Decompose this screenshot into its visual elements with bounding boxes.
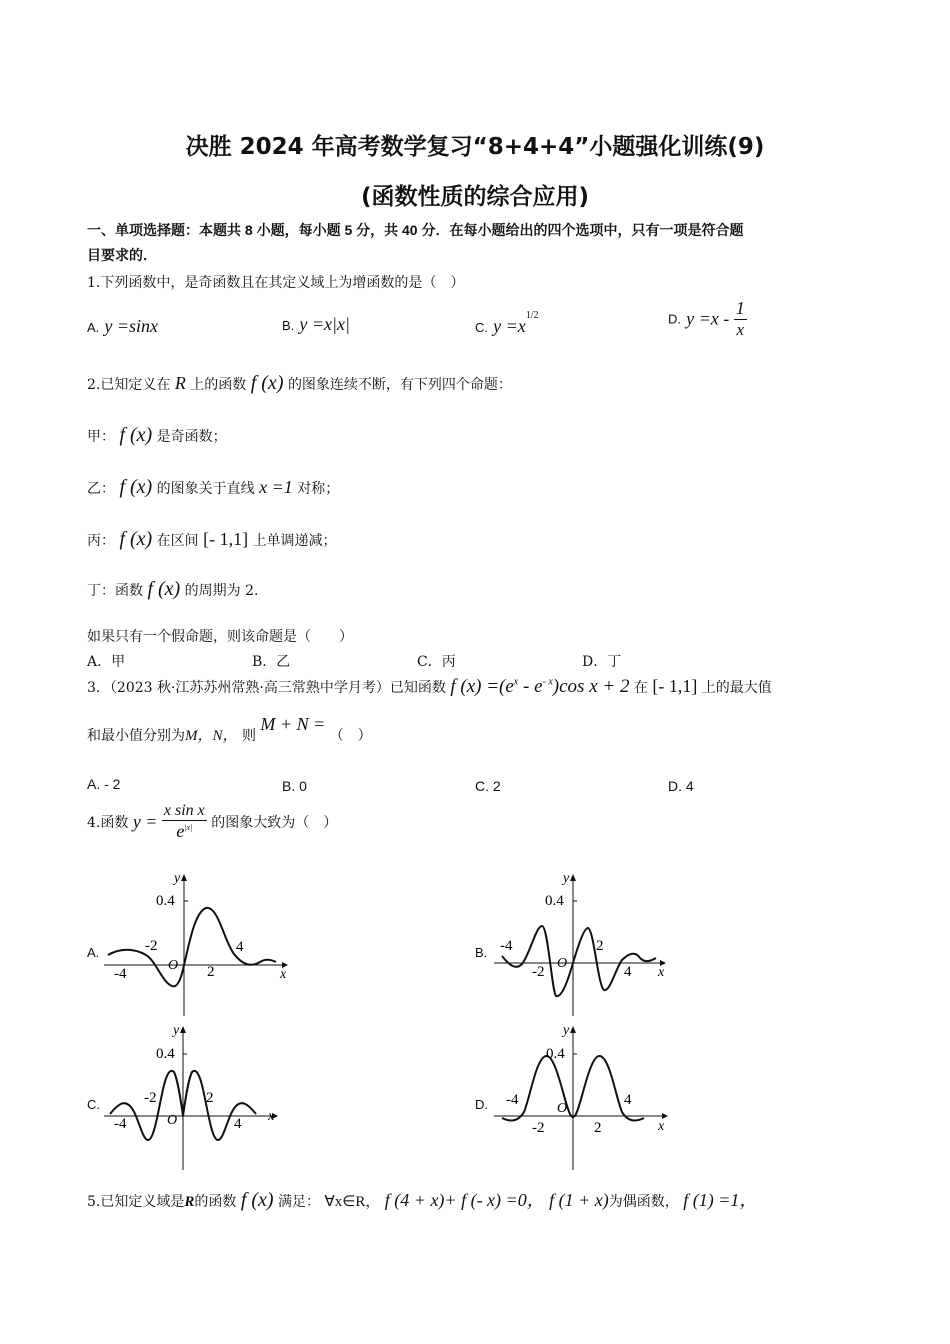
q2-proposition-jia: 甲： f (x) 是奇函数； (87, 424, 227, 446)
q2-proposition-bing: 丙： f (x) 在区间 [- 1,1] 上单调递减； (87, 528, 337, 550)
q3-stem-cont: 和最小值分别为M，N， 则 M + N = （ ） (87, 714, 372, 744)
q1-option-b[interactable]: B. y =x|x| (282, 314, 350, 334)
tick-neg2: -2 (532, 1120, 545, 1136)
q4-graph-a[interactable] (100, 868, 290, 1018)
q1-option-c[interactable]: C. $y =x^{1/2}$ (475, 309, 539, 336)
page-title: 决胜 2024 年高考数学复习“8+4+4”小题强化训练(9) (185, 134, 765, 160)
q2-proposition-yi: 乙： f (x) 的图象关于直线 x =1 对称； (87, 476, 340, 498)
q4-option-a-label[interactable]: A. (87, 945, 100, 960)
origin-label: O (557, 956, 568, 971)
tick-2: 2 (206, 1090, 214, 1106)
tick-2: 2 (596, 938, 604, 954)
tick-2: 2 (594, 1120, 602, 1136)
tick-4: 4 (236, 939, 244, 955)
origin-label: O (557, 1101, 568, 1116)
origin-label: O (167, 1113, 178, 1128)
q3-option-c[interactable]: C. 2 (475, 778, 501, 794)
y-axis-arrow-icon (570, 1026, 576, 1033)
q3-stem: 3．（2023 秋·江苏苏州常熟·高三常熟中学月考）已知函数 f $(x) =(e^x - e^{- x})\cos$ x + 2 在 [- 1,1] 上的最大值 (87, 676, 772, 697)
q2-option-d[interactable]: D．丁 (582, 654, 622, 670)
tick-neg4: -4 (506, 1092, 519, 1108)
q4-graph-c[interactable] (100, 1022, 290, 1172)
y-label: y (174, 871, 181, 886)
q2-option-b[interactable]: B．乙 (252, 654, 291, 670)
tick-neg2: -2 (145, 938, 158, 954)
q1-option-d[interactable]: D. y =x - $\frac{1}{x}$ (668, 298, 745, 339)
y-label: y (563, 871, 570, 886)
tick-2: 2 (207, 964, 215, 980)
q4-option-b-label[interactable]: B. (475, 945, 488, 960)
q4-graph-b[interactable] (490, 868, 680, 1018)
q2-stem: 2.已知定义在 R 上的函数 f (x) 的图象连续不断，有下列四个命题： (87, 372, 512, 394)
y-axis-arrow-icon (570, 874, 576, 881)
q4-option-d-label[interactable]: D. (475, 1097, 488, 1112)
q4-stem: 4.函数 y = $\frac{\text{x sin x}}{e^{|x|}}$ 的图象大致为（ ） (87, 802, 338, 841)
tick-neg4: -4 (114, 1116, 127, 1132)
q4-fraction: $\frac{\text{x sin x}}{e^{|x|}}$ (163, 802, 205, 841)
q1-d-fraction: $\frac{1}{x}$ (735, 298, 745, 339)
section-instructions-cont: 目要求的． (87, 247, 157, 263)
tick-4: 4 (234, 1116, 242, 1132)
q1-stem: 1.下列函数中，是奇函数且在其定义域上为增函数的是（ ） (87, 275, 465, 291)
tick-neg4: -4 (500, 938, 513, 954)
q3-option-a[interactable]: A. - 2 (87, 776, 121, 792)
q1-option-a[interactable]: A. y =sinx (87, 316, 159, 336)
q5-stem: 5.已知定义域是R的函数 f (x) 满足： ∀x∈R， f (4 + x)+ f (- x) =0， f (1 + x)为偶函数， f (1) =1， (87, 1189, 758, 1211)
tick-neg4: -4 (114, 966, 127, 982)
ytick-label: 0.4 (546, 1046, 565, 1062)
tick-4: 4 (624, 1092, 632, 1108)
q2-proposition-ding: 丁：函数 f (x) 的周期为 2. (87, 578, 259, 600)
q3-option-b[interactable]: B. 0 (282, 778, 307, 794)
q4-option-c-label[interactable]: C. (87, 1097, 100, 1112)
y-axis-arrow-icon (181, 874, 187, 881)
page-subtitle: (函数性质的综合应用) (360, 184, 590, 210)
y-label: y (173, 1023, 180, 1038)
curve (502, 926, 656, 996)
x-label: x (280, 967, 287, 982)
q2-question: 如果只有一个假命题，则该命题是（ ） (87, 629, 353, 645)
q4-graph-d[interactable] (490, 1022, 680, 1172)
x-label: x (658, 1119, 665, 1134)
tick-neg2: -2 (532, 964, 545, 980)
ytick-label: 0.4 (156, 1046, 175, 1062)
q2-option-c[interactable]: C．丙 (417, 654, 456, 670)
curve (108, 908, 276, 987)
tick-neg2: -2 (144, 1090, 157, 1106)
y-label: y (563, 1023, 570, 1038)
origin-label: O (168, 958, 179, 973)
ytick-label: 0.4 (545, 893, 564, 909)
section-instructions: 一、单项选择题：本题共 8 小题，每小题 5 分，共 40 分．在每小题给出的四个选项中，只有一项是符合题 (87, 222, 744, 238)
q2-option-a[interactable]: A．甲 (87, 654, 126, 670)
x-label: x (268, 1109, 275, 1124)
q3-option-d[interactable]: D. 4 (668, 778, 694, 794)
x-label: x (658, 965, 665, 980)
y-axis-arrow-icon (180, 1026, 186, 1033)
ytick-label: 0.4 (156, 893, 175, 909)
tick-4: 4 (624, 964, 632, 980)
